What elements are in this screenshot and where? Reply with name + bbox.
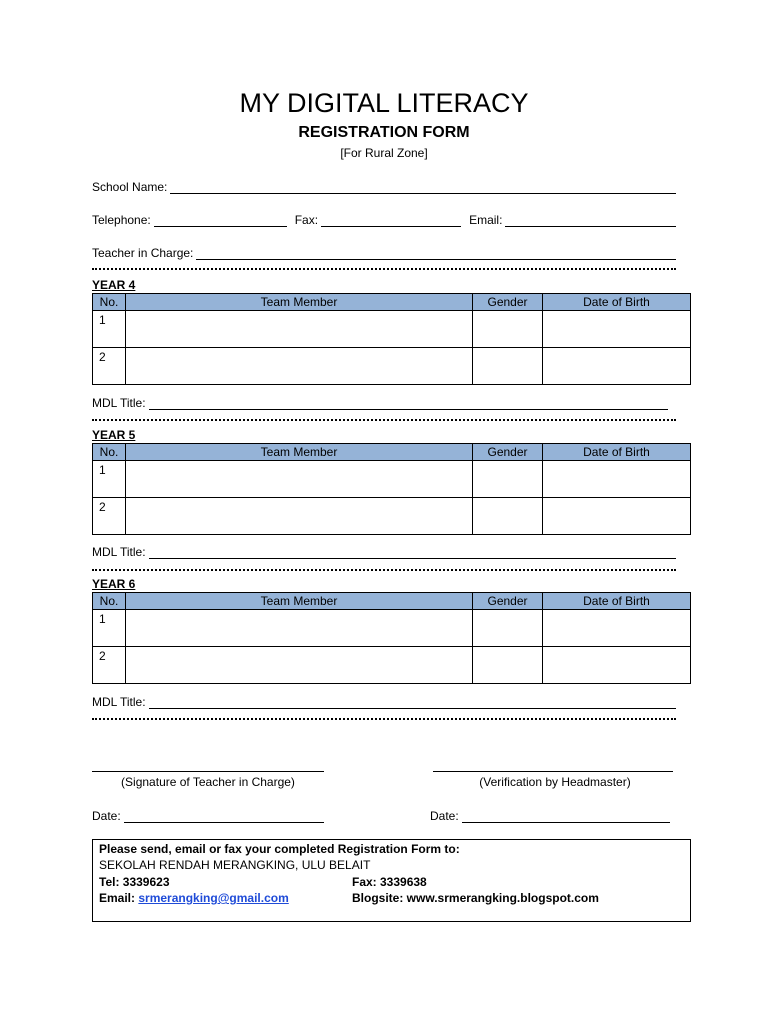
col-gender: Gender xyxy=(473,593,543,610)
email-label: Email: xyxy=(469,213,503,227)
mdl-title-row-y6 xyxy=(92,693,676,709)
headmaster-signature-caption: (Verification by Headmaster) xyxy=(479,775,631,789)
mdl-title-row-y4 xyxy=(92,394,676,410)
year-6-table xyxy=(92,592,691,684)
col-team-member: Team Member xyxy=(126,593,473,610)
headmaster-date-row xyxy=(430,807,670,823)
school-name-row xyxy=(92,178,676,194)
info-email-label: Email: xyxy=(99,891,136,905)
row-number: 2 xyxy=(93,498,126,535)
row-number: 2 xyxy=(93,348,126,385)
team-member-cell[interactable] xyxy=(126,610,473,647)
table-row xyxy=(93,311,691,348)
submission-info-box xyxy=(92,839,691,922)
mdl-title-row-y5 xyxy=(92,543,676,559)
table-row xyxy=(93,610,691,647)
dob-cell[interactable] xyxy=(543,348,691,385)
mdl-title-label: MDL Title: xyxy=(92,396,146,410)
form-subtitle: REGISTRATION FORM xyxy=(298,124,470,141)
col-team-member: Team Member xyxy=(126,444,473,461)
gender-cell[interactable] xyxy=(473,647,543,684)
team-member-cell[interactable] xyxy=(126,498,473,535)
dotted-separator xyxy=(92,419,676,421)
year-6-heading: YEAR 6 xyxy=(92,577,136,591)
teacher-signature-caption: (Signature of Teacher in Charge) xyxy=(121,775,295,789)
year-5-table xyxy=(92,443,691,535)
col-gender: Gender xyxy=(473,444,543,461)
table-row xyxy=(93,461,691,498)
gender-cell[interactable] xyxy=(473,461,543,498)
dotted-separator xyxy=(92,569,676,571)
row-number: 1 xyxy=(93,311,126,348)
table-row xyxy=(93,348,691,385)
col-no: No. xyxy=(93,593,126,610)
mdl-title-field[interactable] xyxy=(149,697,676,709)
info-school-name: SEKOLAH RENDAH MERANGKING, ULU BELAIT xyxy=(99,858,371,872)
year-4-heading: YEAR 4 xyxy=(92,278,136,292)
mdl-title-field[interactable] xyxy=(149,547,676,559)
mdl-title-label: MDL Title: xyxy=(92,695,146,709)
contact-row xyxy=(92,211,676,227)
headmaster-signature-line[interactable] xyxy=(433,771,673,772)
zone-label: [For Rural Zone] xyxy=(340,146,428,160)
telephone-label: Telephone: xyxy=(92,213,151,227)
col-dob: Date of Birth xyxy=(543,593,691,610)
teacher-row xyxy=(92,244,676,260)
year-4-table xyxy=(92,293,691,385)
gender-cell[interactable] xyxy=(473,498,543,535)
table-row xyxy=(93,647,691,684)
teacher-signature-line[interactable] xyxy=(92,771,324,772)
team-member-cell[interactable] xyxy=(126,647,473,684)
dotted-separator xyxy=(92,268,676,270)
gender-cell[interactable] xyxy=(473,348,543,385)
dob-cell[interactable] xyxy=(543,311,691,348)
info-email-row xyxy=(99,891,289,905)
fax-label: Fax: xyxy=(294,213,319,227)
col-no: No. xyxy=(93,444,126,461)
col-no: No. xyxy=(93,294,126,311)
school-name-field[interactable] xyxy=(170,182,676,194)
teacher-date-row xyxy=(92,807,324,823)
row-number: 1 xyxy=(93,610,126,647)
form-title: MY DIGITAL LITERACY xyxy=(239,88,529,118)
email-field[interactable] xyxy=(505,215,676,227)
gender-cell[interactable] xyxy=(473,311,543,348)
mdl-title-field[interactable] xyxy=(149,398,668,410)
info-blogsite: Blogsite: www.srmerangking.blogspot.com xyxy=(352,891,599,905)
table-row xyxy=(93,498,691,535)
mdl-title-label: MDL Title: xyxy=(92,545,146,559)
team-member-cell[interactable] xyxy=(126,461,473,498)
teacher-date-field[interactable] xyxy=(124,811,324,823)
dob-cell[interactable] xyxy=(543,461,691,498)
col-team-member: Team Member xyxy=(126,294,473,311)
info-instruction: Please send, email or fax your completed Registration Form to: xyxy=(99,842,460,856)
dob-cell[interactable] xyxy=(543,610,691,647)
gender-cell[interactable] xyxy=(473,610,543,647)
dob-cell[interactable] xyxy=(543,647,691,684)
info-email-link[interactable]: srmerangking@gmail.com xyxy=(138,891,289,905)
row-number: 2 xyxy=(93,647,126,684)
info-telephone: Tel: 3339623 xyxy=(99,875,170,889)
year-5-heading: YEAR 5 xyxy=(92,428,136,442)
fax-field[interactable] xyxy=(321,215,461,227)
teacher-field[interactable] xyxy=(196,248,676,260)
col-dob: Date of Birth xyxy=(543,294,691,311)
headmaster-date-field[interactable] xyxy=(462,811,670,823)
col-dob: Date of Birth xyxy=(543,444,691,461)
dotted-separator xyxy=(92,718,676,720)
dob-cell[interactable] xyxy=(543,498,691,535)
teacher-label: Teacher in Charge: xyxy=(92,246,194,260)
info-fax: Fax: 3339638 xyxy=(352,875,427,889)
row-number: 1 xyxy=(93,461,126,498)
date-label: Date: xyxy=(430,809,459,823)
col-gender: Gender xyxy=(473,294,543,311)
date-label: Date: xyxy=(92,809,121,823)
team-member-cell[interactable] xyxy=(126,311,473,348)
school-name-label: School Name: xyxy=(92,180,168,194)
team-member-cell[interactable] xyxy=(126,348,473,385)
telephone-field[interactable] xyxy=(154,215,287,227)
